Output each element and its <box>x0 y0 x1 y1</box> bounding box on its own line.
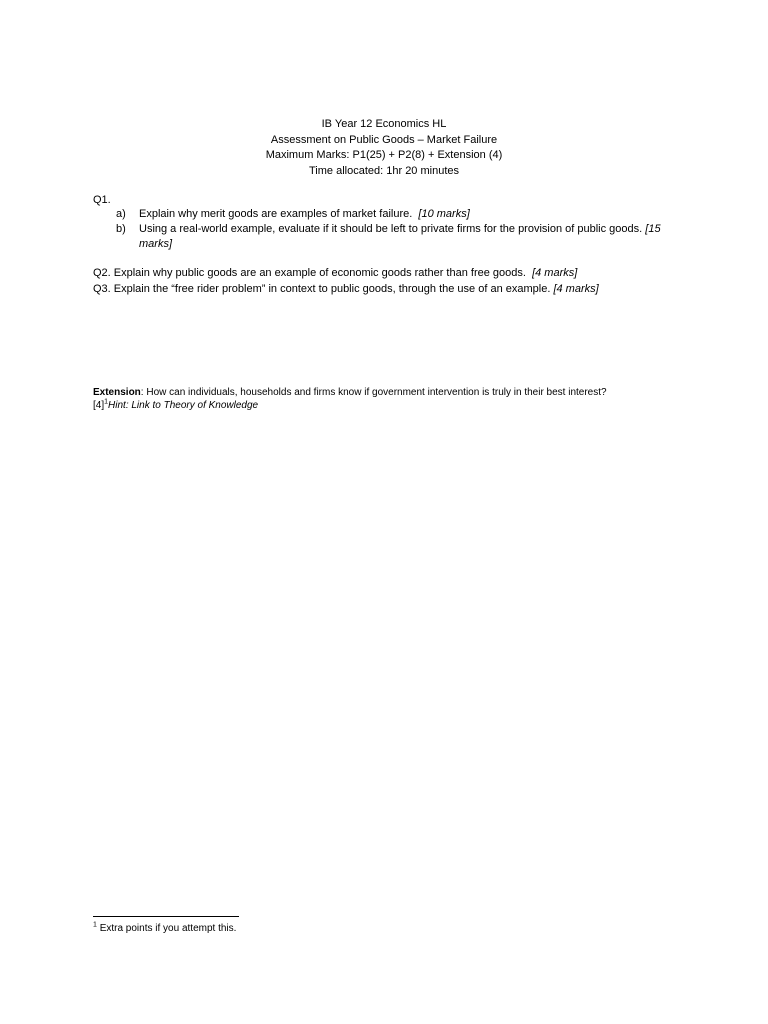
question-2-marks: [4 marks] <box>532 267 578 279</box>
extension-marks-line <box>93 398 258 413</box>
question-1a-text <box>139 207 661 222</box>
question-2 <box>93 266 577 281</box>
extension-marks: [4] <box>93 400 105 411</box>
question-1b-marks: [15 marks] <box>139 223 661 250</box>
document-header <box>0 117 768 179</box>
extension-label: Extension <box>93 387 141 398</box>
extension-hint: Hint: Link to Theory of Knowledge <box>108 400 259 411</box>
question-1b-body: Using a real-world example, evaluate if it should be left to private firms for the provision of public goods. <box>139 223 643 235</box>
question-3-text: Q3. Explain the “free rider problem” in context to public goods, through the use of an example. <box>93 283 551 295</box>
question-3 <box>93 282 599 297</box>
question-1a-letter: a) <box>116 208 126 220</box>
footnote-divider <box>93 916 239 917</box>
assessment-title: Assessment on Public Goods – Market Failure <box>270 133 498 146</box>
question-2-text: Q2. Explain why public goods are an example of economic goods rather than free goods. <box>93 267 526 279</box>
question-1b-text <box>139 222 661 252</box>
course-title: IB Year 12 Economics HL <box>321 118 447 130</box>
footnote <box>93 921 236 936</box>
footnote-number: 1 <box>93 921 97 929</box>
question-1b-letter: b) <box>116 223 126 235</box>
maximum-marks: Maximum Marks: P1(25) + P2(8) + Extension (4) <box>265 149 503 161</box>
extension-footnote-ref: 1 <box>104 398 109 406</box>
question-1a-body: Explain why merit goods are examples of market failure. <box>139 208 413 220</box>
footnote-text: Extra points if you attempt this. <box>99 923 237 934</box>
extension-text: : How can individuals, households and firms know if government intervention is truly in their best interest? <box>140 387 607 398</box>
question-1a-marks: [10 marks] <box>418 208 470 220</box>
question-3-marks: [4 marks] <box>553 283 599 295</box>
question-1-label: Q1. <box>93 194 111 206</box>
time-allocated: Time allocated: 1hr 20 minutes <box>309 164 459 177</box>
